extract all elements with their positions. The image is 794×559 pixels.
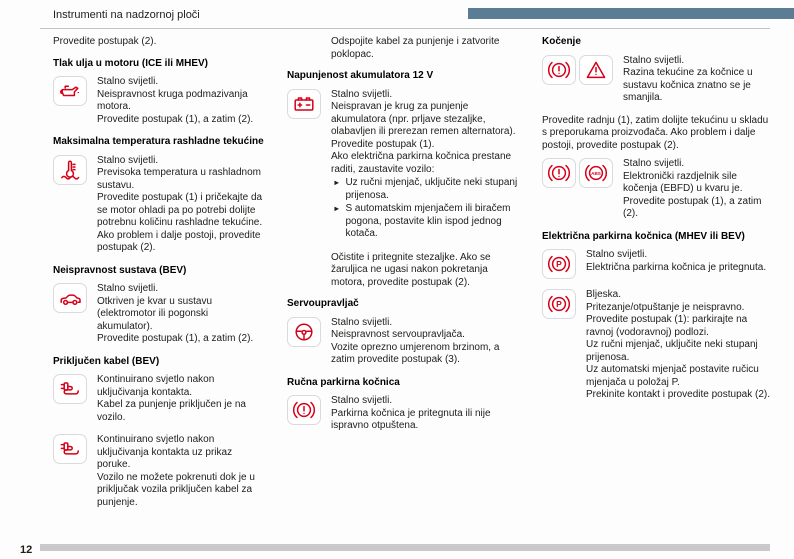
entry-line: Provedite postupak (1) i pričekajte da se motor ohladi pa po potrebi dolijte potrebnu količinu rashladne tekućine. Ako problem i dalje postoji, provedite postupak (2). — [97, 192, 263, 253]
entry-line: Stalno svijetli. — [331, 395, 393, 406]
entry-line: Provedite postupak (1): parkirajte na ravnoj (vodoravnoj) podlozi. — [586, 314, 748, 338]
icon-group — [542, 249, 576, 279]
entry-line: Uz automatski mjenjač postavite ručicu mjenjača u položaj P. — [586, 364, 759, 388]
icon-group — [53, 155, 87, 255]
entry-line: Stalno svijetli. — [586, 249, 648, 260]
section-heading: Priključen kabel (BEV) — [53, 355, 160, 367]
paragraph: Provedite radnju (1), zatim dolijte tekućinu u skladu s preporukama proizvođača. Ako problem i dalje postoji, provedite postupak (2). — [542, 114, 769, 151]
warning-entry — [542, 289, 770, 402]
entry-line: Previsoka temperatura u rashladnom sustavu. — [97, 167, 261, 191]
icon-group — [542, 289, 576, 402]
entry-line: Prekinite kontakt i provedite postupak (2). — [586, 389, 770, 400]
header-title: Instrumenti na nadzornoj ploči — [53, 9, 200, 21]
paragraph: Provedite postupak (2). — [53, 36, 157, 47]
entry-line: Vozite oprezno umjerenom brzinom, a zatim provedite postupak (3). — [331, 341, 500, 365]
entry-text — [586, 289, 770, 402]
icon-group — [287, 395, 321, 433]
entry-line: Vozilo ne možete pokrenuti dok je u priključak vozila priključen kabel za punjenje. — [97, 471, 255, 508]
entry-text — [331, 89, 520, 242]
paragraph: Očistite i pritegnite stezaljke. Ako se žaruljica ne ugasi nakon pokretanja motora, provedite postupak (2). — [331, 251, 491, 288]
footer-bar — [40, 544, 770, 551]
brake-warning-icon — [542, 158, 576, 188]
entry-text — [97, 155, 265, 255]
entry-text — [586, 249, 770, 279]
entry-line: Otkriven je kvar u sustavu (elektromotor ili pogonski akumulator). — [97, 295, 213, 332]
entry-line: Stalno svijetli. — [331, 88, 393, 100]
bullet-arrow-icon: ► — [333, 178, 341, 187]
icon-group — [287, 89, 321, 242]
section-heading: Ručna parkirna kočnica — [287, 376, 400, 388]
entry-line: Stalno svijetli. — [97, 283, 159, 294]
warning-entry — [53, 374, 265, 424]
entry-text — [331, 395, 520, 433]
warning-entry — [53, 155, 265, 255]
electric-drive-fault-icon — [53, 283, 87, 313]
column-left — [53, 36, 265, 543]
icon-group — [542, 158, 613, 221]
warning-triangle-icon — [579, 55, 613, 85]
entry-line: Kabel za punjenje priključen je na vozilo. — [97, 399, 246, 423]
icon-group — [53, 283, 87, 346]
bullet-text: Uz ručni mjenjač, uključite neki stupanj prijenosa. — [345, 177, 518, 201]
entry-line: Pritezanje/otpuštanje je neispravno. — [586, 301, 745, 313]
column-right — [542, 36, 770, 543]
entry-line: Stalno svijetli. — [97, 154, 159, 166]
icon-group — [542, 55, 613, 105]
warning-entry — [287, 395, 520, 433]
icon-group — [53, 434, 87, 509]
entry-line: Stalno svijetli. — [97, 76, 159, 87]
bullet-item — [333, 177, 520, 202]
section-heading: Servoupravljač — [287, 298, 359, 309]
charging-cable-icon — [53, 434, 87, 464]
header-rule — [40, 28, 770, 29]
oil-pressure-icon — [53, 76, 87, 106]
entry-line: Stalno svijetli. — [623, 54, 685, 66]
section-heading: Neispravnost sustava (BEV) — [53, 264, 187, 276]
entry-line: Ako električna parkirna kočnica prestane raditi, zaustavite vozilo: — [331, 151, 512, 175]
entry-line: Neispravan je krug za punjenje akumulatora (npr. prljave stezaljke, olabavljen ili prerezan remen alternatora). — [331, 101, 516, 137]
icon-group — [53, 374, 87, 424]
entry-line: Uz ručni mjenjač, uključite neki stupanj prijenosa. — [586, 339, 758, 363]
entry-line: Elektronički razdjelnik sile kočenja (EBFD) u kvaru je. — [623, 170, 743, 194]
charging-cable-icon — [53, 374, 87, 404]
entry-text — [97, 374, 265, 424]
section-heading: Električna parkirna kočnica (MHEV ili BEV) — [542, 230, 745, 242]
warning-entry — [542, 55, 770, 105]
warning-entry — [542, 158, 770, 221]
svg-text:P: P — [556, 259, 562, 269]
entry-text — [623, 158, 770, 221]
steering-wheel-icon — [287, 317, 321, 347]
warning-entry — [287, 89, 520, 242]
warning-entry — [53, 283, 265, 346]
icon-group — [53, 76, 87, 126]
parking-brake-icon — [542, 249, 576, 279]
entry-line: Kontinuirano svjetlo nakon uključivanja kontakta. — [97, 374, 215, 398]
section-heading: Kočenje — [542, 36, 581, 47]
icon-group — [287, 317, 321, 367]
entry-text — [97, 76, 265, 126]
brake-warning-icon — [542, 55, 576, 85]
entry-text — [623, 55, 770, 105]
entry-line: Električna parkirna kočnica je pritegnuta. — [586, 261, 767, 273]
bullet-arrow-icon: ► — [333, 204, 341, 213]
entry-line: Neispravnost kruga podmazivanja motora. — [97, 88, 248, 112]
coolant-temperature-icon — [53, 155, 87, 185]
battery-icon — [287, 89, 321, 119]
page-number: 12 — [20, 544, 33, 556]
parking-brake-icon — [542, 289, 576, 319]
entry-line: Stalno svijetli. — [331, 316, 393, 328]
section-heading: Tlak ulja u motoru (ICE ili MHEV) — [53, 57, 209, 69]
entry-text — [331, 317, 520, 367]
entry-line: Provedite postupak (1). — [331, 138, 435, 150]
entry-line: Provedite postupak (1), a zatim (2). — [97, 333, 254, 344]
column-middle — [287, 36, 520, 543]
warning-entry — [53, 76, 265, 126]
warning-entry — [542, 249, 770, 279]
entry-line: Provedite postupak (1), a zatim (2). — [97, 113, 254, 125]
paragraph: Odspojite kabel za punjenje i zatvorite poklopac. — [331, 36, 500, 60]
entry-line: Parkirna kočnica je pritegnuta ili nije ispravno otpuštena. — [331, 407, 491, 431]
entry-line: Neispravnost servoupravljača. — [331, 329, 465, 340]
bullet-text: S automatskim mjenjačem ili biračem pogona, postavite klin ispod jednog kotača. — [345, 203, 511, 239]
section-heading: Maksimalna temperatura rashladne tekućine — [53, 136, 264, 147]
bullet-item — [333, 203, 520, 241]
svg-text:P: P — [556, 299, 562, 309]
entry-text — [97, 283, 265, 346]
entry-line: Stalno svijetli. — [623, 158, 685, 169]
entry-line: Razina tekućine za kočnice u sustavu kočnica znatno se je smanjila. — [623, 67, 753, 103]
abs-icon — [579, 158, 613, 188]
warning-entry — [53, 434, 265, 509]
header-accent-bar — [468, 8, 794, 19]
content-columns — [53, 36, 770, 543]
warning-entry — [287, 317, 520, 367]
brake-warning-icon — [287, 395, 321, 425]
section-heading: Napunjenost akumulatora 12 V — [287, 70, 434, 81]
entry-line: Bljeska. — [586, 289, 622, 300]
svg-text:ABS: ABS — [591, 170, 601, 176]
entry-line: Provedite postupak (1), a zatim (2). — [623, 195, 762, 219]
entry-text — [97, 434, 265, 509]
entry-line: Kontinuirano svjetlo nakon uključivanja kontakta uz prikaz poruke. — [97, 434, 233, 470]
